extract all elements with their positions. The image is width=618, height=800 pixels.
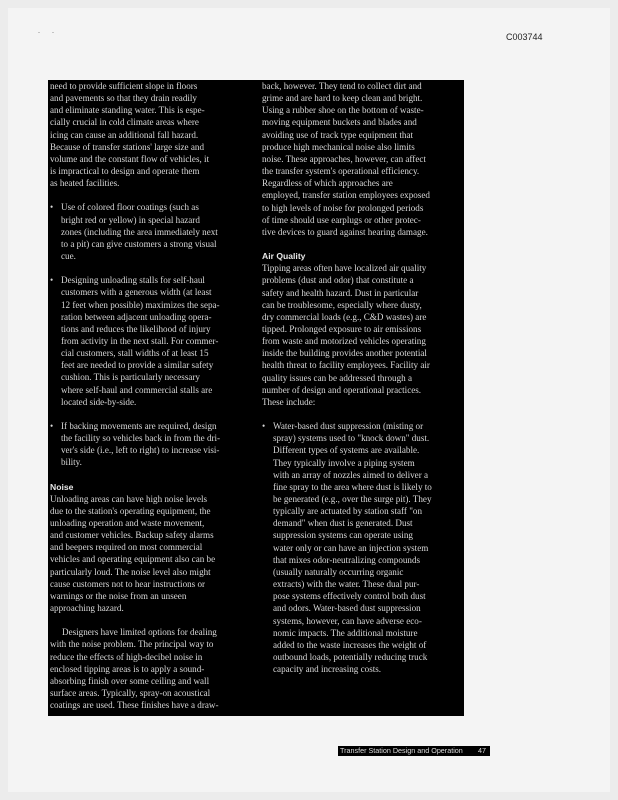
text-line: safety and health hazard. Dust in particular (262, 287, 419, 298)
text-line: unloading operation and waste movement, (50, 518, 205, 528)
text-line: These include: (262, 396, 316, 407)
text-line: particularly loud. The noise level also might (50, 566, 211, 577)
spacer (50, 614, 255, 626)
spacer (50, 408, 255, 420)
text-line: due to the station's operating equipment, the (50, 505, 211, 516)
text-line: (usually naturally occurring organic (273, 566, 404, 577)
left-column (50, 80, 255, 711)
text-line: Different types of systems are available. (273, 445, 420, 456)
text-line: capacity and increasing costs. (273, 664, 382, 675)
text-line: and pavements so that they drain readily (50, 93, 197, 104)
text-line: Water-based dust suppression (misting or (273, 421, 424, 432)
text-line: suppression systems can operate using (273, 530, 413, 541)
text-line: extracts) with the water. These dual pur- (273, 579, 420, 590)
text-line: health threat to facility employees. Facility air (262, 360, 430, 371)
text-line: typically are actuated by station staff "on (273, 506, 422, 517)
text-line: reduce the effects of high-decibel noise in (50, 651, 203, 662)
text-line: approaching hazard. (50, 603, 124, 614)
text-line: back, however. They tend to collect dirt and (262, 81, 422, 91)
text-line: avoiding use of track type equipment that (262, 129, 414, 140)
text-line: cial customers, stall widths of at least 15 (61, 348, 209, 359)
text-line: located side-by-side. (61, 396, 137, 407)
text-line: customers with a generous width (at least (61, 287, 212, 298)
text-line: with the noise problem. The principal way to (50, 639, 214, 650)
right-column (262, 80, 462, 675)
text-line: surface areas. Typically, spray-on acoustical (50, 688, 211, 699)
text-line: with an array of nozzles aimed to deliver a (273, 469, 429, 480)
text-line: volume and the constant flow of vehicles, it (50, 153, 210, 164)
text-line: the transfer system's operational efficiency. (262, 166, 420, 177)
page-number: 47 (478, 746, 486, 755)
footer-title: Transfer Station Design and Operation (340, 746, 463, 755)
text-line: cause customers not to hear instructions or (50, 578, 206, 589)
text-line: noise. These approaches, however, can affect (262, 153, 426, 164)
text-line: Use of colored floor coatings (such as (61, 202, 199, 213)
text-line: warnings or the noise from an unseen (50, 590, 187, 601)
bullet-text (61, 201, 255, 262)
text-line: Because of transfer stations' large size and (50, 141, 204, 152)
text-line: can be troublesome, especially where dusty, (262, 299, 422, 310)
text-line: bility. (61, 457, 82, 468)
bullet-text (61, 274, 255, 408)
bullet-icon: • (262, 421, 266, 432)
text-line: moving equipment buckets and blades and (262, 117, 417, 128)
text-line: employed, transfer station employees exposed (262, 190, 430, 201)
text-line: of time should use earplugs or other protec- (262, 214, 421, 225)
text-line: produce high mechanical noise also limits (262, 141, 415, 152)
section-heading: Air Quality (262, 251, 306, 262)
bullet-item (50, 201, 255, 262)
bullet-item (50, 420, 255, 469)
text-line: spray) systems used to "knock down" dust. (273, 433, 430, 444)
text-line: bright red or yellow) in special hazard (61, 214, 200, 225)
text-line: tive devices to guard against hearing damage. (262, 226, 428, 237)
page-footer (338, 746, 490, 756)
text-line: inside the building provides another potential (262, 348, 427, 359)
text-line: nomic impacts. The additional moisture (273, 627, 418, 638)
text-line: number of design and operational practices. (262, 384, 422, 395)
text-line: cially crucial in cold climate areas where (50, 117, 199, 128)
text-line: tipped. Prolonged exposure to air emissions (262, 323, 422, 334)
text-line: Tipping areas often have localized air quality (262, 263, 427, 274)
text-line: cushion. This is particularly necessary (61, 372, 200, 383)
bullet-icon: • (50, 202, 54, 213)
spacer (262, 238, 462, 250)
text-line: Regardless of which approaches are (262, 178, 393, 189)
text-line: where self-haul and commercial stalls are (61, 384, 213, 395)
text-line: as heated facilities. (50, 178, 120, 189)
text-line: added to the waste increases the weight of (273, 639, 427, 650)
text-line: and eliminate standing water. This is espe- (50, 105, 205, 116)
text-line: Unloading areas can have high noise levels (50, 493, 208, 504)
text-line: be generated (e.g., over the surge pit). They (273, 494, 432, 504)
text-line: Using a rubber shoe on the bottom of waste- (262, 105, 424, 116)
text-line: and odors. Water-based dust suppression (273, 603, 421, 614)
scan-marks: . . (38, 26, 54, 35)
text-line: need to provide sufficient slope in floors (50, 81, 198, 91)
spacer (50, 469, 255, 481)
document-id: C003744 (506, 32, 543, 42)
text-line: zones (including the area immediately next (61, 226, 218, 237)
text-line: fine spray to the area where dust is likely to (273, 481, 432, 492)
text-line: Designing unloading stalls for self-haul (61, 275, 205, 286)
bullet-text (273, 420, 462, 675)
text-line: feet are needed to provide a similar safety (61, 360, 214, 371)
text-line: to a pit) can give customers a strong visual (61, 238, 217, 249)
text-line: ration between adjacent unloading opera- (61, 311, 212, 322)
text-line: demand" when dust is generated. Dust (273, 518, 413, 529)
text-line: ver's side (i.e., left to right) to increase visi- (61, 445, 220, 456)
bullet-item (262, 420, 462, 675)
text-line: problems (dust and odor) that constitute a (262, 275, 414, 286)
text-line: tions and reduces the likelihood of injury (61, 323, 211, 334)
text-line: the facility so vehicles back in from the dri- (61, 433, 221, 444)
text-line: grime and are hard to keep clean and bright. (262, 93, 423, 104)
text-line: cue. (61, 251, 76, 262)
text-line: pose systems effectively control both dust (273, 591, 426, 602)
text-line: icing can cause an additional fall hazard. (50, 129, 199, 140)
text-line: from activity in the next stall. For commer- (61, 335, 219, 346)
text-line: 12 feet when possible) maximizes the sepa- (61, 299, 220, 310)
bullet-icon: • (50, 275, 54, 286)
text-line: and customer vehicles. Backup safety alarms (50, 530, 214, 541)
spacer (262, 408, 462, 420)
text-line: absorbing finish over some ceiling and wall (50, 675, 210, 686)
bullet-item (50, 274, 255, 408)
text-line: systems, however, can have adverse eco- (273, 615, 422, 626)
text-line: is impractical to design and operate them (50, 166, 200, 177)
text-line: dry commercial loads (e.g., C&D wastes) are (262, 311, 427, 322)
section-heading: Noise (50, 481, 74, 492)
text-line: quality issues can be addressed through a (262, 372, 413, 383)
text-line: coatings are used. These finishes have a draw- (50, 700, 219, 711)
text-line: If backing movements are required, design (61, 420, 217, 431)
text-line: and beepers required on most commercial (50, 542, 203, 553)
text-line: that mixes odor-neutralizing compounds (273, 554, 421, 565)
text-line: They typically involve a piping system (273, 457, 415, 468)
content-block (48, 80, 464, 716)
spacer (50, 189, 255, 201)
text-line: vehicles and operating equipment also can be (50, 554, 216, 565)
text-line: from waste and motorized vehicles operating (262, 336, 426, 347)
text-line: outbound loads, potentially reducing truck (273, 652, 428, 663)
text-line: water only or can have an injection system (273, 542, 429, 553)
text-line: enclosed tipping areas is to apply a sound- (50, 663, 205, 674)
text-line: Designers have limited options for dealing (62, 627, 217, 638)
text-line: to high levels of noise for prolonged periods (262, 202, 424, 213)
bullet-text (61, 420, 255, 469)
spacer (50, 262, 255, 274)
bullet-icon: • (50, 420, 54, 431)
